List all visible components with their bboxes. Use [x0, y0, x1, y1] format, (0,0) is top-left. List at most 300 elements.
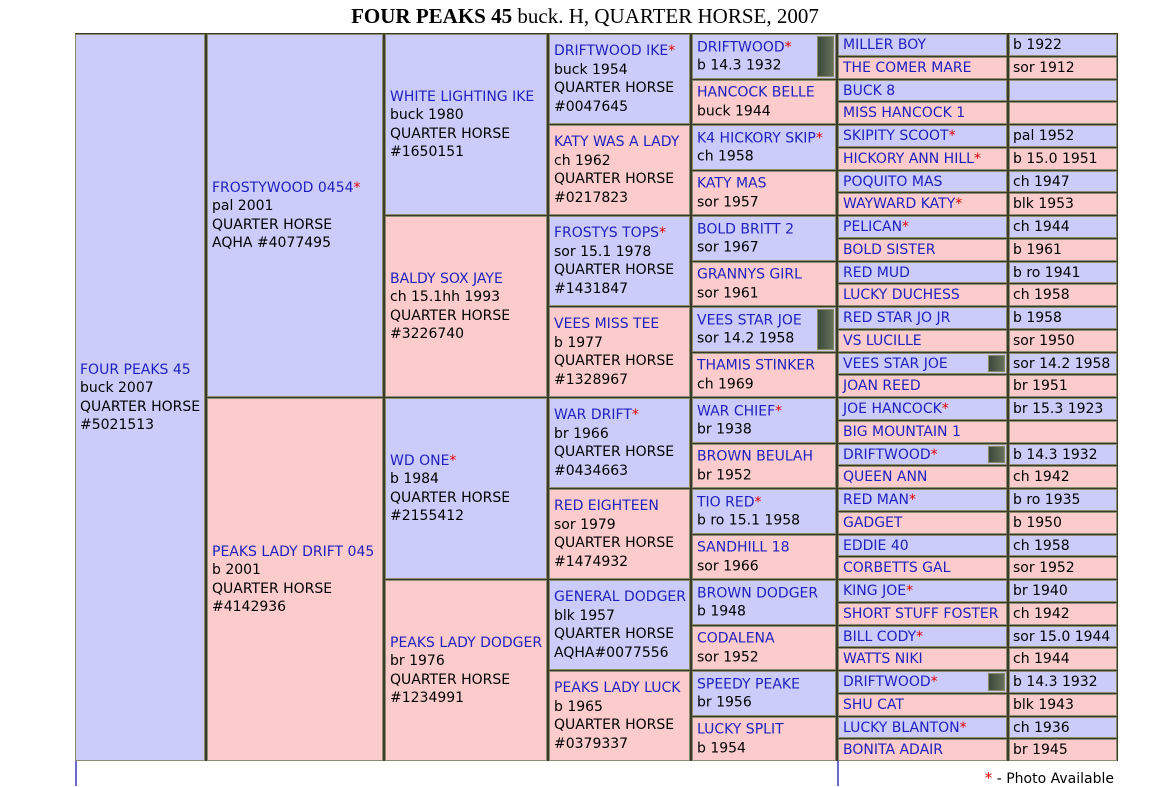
photo-star-icon: * [959, 719, 967, 736]
horse-name-line [843, 423, 1004, 441]
horse-detail: sor 1912 [1013, 59, 1075, 76]
horse-info [843, 332, 1004, 350]
horse-detail: #0434663 [554, 462, 629, 479]
pedigree-cell-miller-boy [838, 34, 1007, 56]
horse-detail: blk 1957 [554, 607, 615, 624]
pedigree-cell-skipity-scoot [838, 125, 1007, 147]
pedigree-cell-poquito-mas [838, 171, 1007, 192]
pedigree-cell-short-stuff-foster [838, 603, 1007, 625]
horse-name-line [697, 38, 833, 57]
horse-info [697, 266, 833, 303]
horse-info [843, 696, 1004, 714]
pedigree-cell-bold-britt-2 [692, 216, 836, 261]
horse-name-line [697, 493, 833, 512]
horse-name-link[interactable]: KATY MAS [697, 175, 767, 192]
pedigree-cell-bold-sister [838, 239, 1007, 261]
footer-divider [75, 761, 77, 786]
horse-name-link[interactable]: PEAKS LADY LUCK [554, 680, 681, 696]
horse-name-line [697, 721, 833, 740]
horse-detail-cell [1009, 648, 1117, 670]
horse-name-link[interactable]: FROSTYS TOPS [554, 225, 660, 241]
horse-detail: br 1976 [390, 653, 445, 669]
horse-info [843, 446, 1004, 464]
pedigree-cell-miss-hancock-1 [838, 102, 1007, 124]
horse-detail: buck 1954 [554, 61, 628, 78]
horse-detail: b ro 1935 [1013, 491, 1081, 508]
horse-name-line [697, 175, 833, 194]
horse-name-line [843, 173, 1004, 191]
horse-description: buck. H, QUARTER HORSE, 2007 [512, 4, 819, 28]
horse-detail: br 1940 [1013, 582, 1068, 599]
horse-detail: b 14.3 1932 [697, 57, 782, 74]
horse-info [697, 584, 833, 621]
horse-name-link[interactable]: JOE HANCOCK [843, 401, 942, 417]
horse-name-line [843, 468, 1004, 486]
horse-name-link[interactable]: SKIPITY SCOOT [843, 128, 949, 144]
horse-info [843, 741, 1004, 759]
horse-info [697, 311, 833, 348]
horse-detail-cell [1009, 171, 1117, 192]
horse-name-link[interactable]: VEES MISS TEE [554, 316, 660, 332]
horse-detail: sor 1979 [554, 516, 616, 533]
horse-name-link[interactable]: BONITA ADAIR [843, 742, 944, 758]
pedigree-cell-vees-star-joe [692, 307, 836, 352]
horse-name-line [697, 675, 833, 694]
horse-detail-cell [1009, 148, 1117, 170]
horse-detail: blk 1953 [1013, 195, 1074, 212]
horse-detail: br 1945 [1013, 741, 1068, 758]
horse-name-link[interactable]: HANCOCK BELLE [697, 84, 815, 101]
horse-name-line [843, 696, 1004, 714]
horse-name-link[interactable]: BROWN BEULAH [697, 448, 814, 465]
photo-star-icon: * [668, 43, 676, 59]
horse-info [212, 543, 380, 617]
horse-name-link[interactable]: KATY WAS A LADY [554, 134, 680, 150]
pedigree-cell-general-dodger [549, 580, 690, 670]
horse-photo-thumbnail[interactable] [988, 446, 1005, 463]
horse-detail: QUARTER HORSE [554, 535, 675, 551]
horse-info [554, 224, 687, 298]
horse-name-link[interactable]: WAYWARD KATY [843, 196, 956, 212]
horse-info [697, 402, 833, 439]
horse-info [697, 175, 833, 212]
horse-detail: AQHA#0077556 [554, 644, 669, 661]
page-title [0, 4, 1170, 29]
horse-name-link[interactable]: PEAKS LADY DODGER [390, 634, 543, 651]
horse-detail-cell [1009, 353, 1117, 374]
horse-name-link[interactable]: WATTS NIKI [843, 651, 923, 667]
horse-detail-cell [1009, 717, 1117, 738]
horse-info [843, 264, 1004, 282]
horse-detail: #1431847 [554, 280, 629, 297]
photo-star-icon: * [784, 39, 792, 55]
horse-detail: AQHA #4077495 [212, 235, 331, 251]
pedigree-cell-the-comer-mare [838, 57, 1007, 79]
horse-photo-thumbnail[interactable] [817, 36, 834, 77]
horse-detail: sor 14.2 1958 [697, 330, 795, 347]
horse-info [843, 195, 1004, 213]
horse-name-link[interactable]: VEES STAR JOE [843, 355, 948, 372]
horse-name-link[interactable]: SHORT STUFF FOSTER [843, 606, 999, 622]
horse-name-line [697, 448, 833, 467]
horse-name-link[interactable]: THAMIS STINKER [697, 357, 815, 374]
horse-detail-cell [1009, 375, 1117, 397]
horse-detail: br 1938 [697, 421, 752, 438]
photo-star-icon: * [948, 128, 956, 144]
horse-detail-cell [1009, 580, 1117, 602]
pedigree-cell-four-peaks-45 [75, 34, 205, 761]
pedigree-cell-lucky-split [692, 717, 836, 761]
pedigree-cell-grannys-girl [692, 262, 836, 306]
horse-detail: #0047645 [554, 98, 629, 115]
horse-name-line [843, 605, 1004, 623]
horse-name-link[interactable]: RED MUD [843, 264, 910, 281]
photo-star-icon: * [916, 628, 924, 645]
horse-name-line [843, 673, 1004, 691]
pedigree-cell-war-drift [549, 398, 690, 488]
horse-detail: b 1954 [697, 740, 746, 756]
horse-photo-thumbnail[interactable] [988, 673, 1005, 691]
horse-name-link[interactable]: JOAN REED [843, 378, 921, 394]
horse-detail-cell [1009, 603, 1117, 625]
horse-detail: ch 1942 [1013, 605, 1070, 622]
horse-detail: QUARTER HORSE [212, 216, 333, 233]
pedigree-cell-codalena [692, 626, 836, 670]
horse-name-line [843, 491, 1004, 509]
horse-name-link[interactable]: PELICAN [843, 219, 903, 235]
horse-name-link[interactable]: LUCKY DUCHESS [843, 287, 960, 303]
horse-name-link[interactable]: BALDY SOX JAYE [390, 270, 503, 287]
pedigree-cell-red-eighteen [549, 489, 690, 579]
horse-detail: #1650151 [390, 144, 465, 160]
photo-star-icon: * [775, 403, 783, 419]
pedigree-cell-tio-red [692, 489, 836, 534]
horse-name-link[interactable]: LUCKY SPLIT [697, 721, 784, 738]
horse-name-line [80, 361, 202, 380]
horse-detail: b 1961 [1013, 241, 1062, 258]
horse-name-link[interactable]: EDDIE 40 [843, 537, 909, 554]
horse-detail: ch 15.1hh 1993 [390, 289, 501, 305]
horse-detail-cell [1009, 444, 1117, 465]
horse-name-link[interactable]: MILLER BOY [843, 37, 926, 53]
horse-info [843, 628, 1004, 646]
horse-detail: #2155412 [390, 508, 465, 524]
horse-detail-cell [1009, 466, 1117, 488]
pedigree-cell-pelican [838, 216, 1007, 238]
photo-star-icon: * [659, 225, 667, 241]
horse-name-link[interactable]: BUCK 8 [843, 82, 896, 99]
horse-name-link[interactable]: WD ONE [390, 452, 450, 469]
horse-name-line [843, 218, 1004, 236]
photo-legend [985, 769, 1114, 787]
horse-info [843, 400, 1004, 418]
horse-detail: ch 1958 [697, 148, 754, 165]
horse-detail: blk 1943 [1013, 696, 1074, 713]
horse-name-link[interactable]: DRIFTWOOD [843, 446, 931, 463]
pedigree-cell-driftwood [838, 444, 1007, 465]
horse-name-line [390, 452, 544, 471]
horse-photo-thumbnail[interactable] [817, 309, 834, 350]
horse-info [843, 355, 1004, 373]
horse-name-link[interactable]: CODALENA [697, 630, 775, 647]
horse-info [843, 559, 1004, 577]
horse-name-link[interactable]: BOLD SISTER [843, 242, 936, 258]
horse-info [554, 588, 687, 662]
pedigree-cell-lucky-duchess [838, 284, 1007, 306]
horse-name-link[interactable]: SANDHILL 18 [697, 539, 790, 556]
horse-detail: b 1965 [554, 698, 603, 715]
horse-info [390, 270, 544, 344]
horse-detail: b 1948 [697, 603, 746, 620]
horse-detail-cell [1009, 330, 1117, 352]
horse-detail: br 1966 [554, 425, 609, 442]
pedigree-cell-driftwood [838, 671, 1007, 693]
pedigree-cell-buck-8 [838, 80, 1007, 101]
horse-name-link[interactable]: KING JOE [843, 583, 907, 599]
pedigree-cell-corbetts-gal [838, 557, 1007, 579]
pedigree-cell-speedy-peake [692, 671, 836, 716]
photo-star-icon: * [353, 179, 361, 196]
pedigree-cell-sandhill-18 [692, 535, 836, 579]
horse-detail: ch 1936 [1013, 719, 1070, 736]
photo-star-icon: * [973, 151, 981, 167]
horse-detail: sor 1967 [697, 239, 759, 256]
horse-name-line [697, 311, 833, 330]
horse-detail-cell [1009, 57, 1117, 79]
horse-info [697, 539, 833, 576]
horse-name-link[interactable]: THE COMER MARE [843, 60, 972, 76]
horse-name-link[interactable]: HICKORY ANN HILL [843, 151, 974, 167]
horse-detail: ch 1942 [1013, 468, 1070, 485]
horse-info [843, 59, 1004, 77]
horse-detail: sor 1957 [697, 194, 759, 210]
pedigree-chart [75, 33, 1118, 761]
pedigree-cell-frostys-tops [549, 216, 690, 306]
horse-name-link[interactable]: LUCKY BLANTON [843, 719, 960, 736]
horse-name-link[interactable]: GADGET [843, 515, 903, 531]
horse-info [843, 650, 1004, 668]
pedigree-cell-katy-was-a-lady [549, 125, 690, 215]
horse-name-line [843, 719, 1004, 737]
pedigree-cell-bonita-adair [838, 739, 1007, 761]
pedigree-cell-bill-cody [838, 626, 1007, 647]
horse-name-line [554, 497, 687, 516]
horse-detail: buck 2007 [80, 380, 154, 396]
horse-name-link[interactable]: TIO RED [697, 494, 755, 510]
pedigree-cell-vees-miss-tee [549, 307, 690, 397]
horse-detail: buck 1980 [390, 107, 464, 123]
horse-detail-cell [1009, 284, 1117, 306]
horse-name-line [843, 559, 1004, 577]
pedigree-cell-joan-reed [838, 375, 1007, 397]
horse-name-link[interactable]: CORBETTS GAL [843, 560, 951, 576]
horse-name-link[interactable]: BROWN DODGER [697, 585, 819, 601]
pedigree-cell-driftwood-ike [549, 34, 690, 124]
horse-detail: sor 15.1 1978 [554, 243, 652, 260]
horse-detail-cell [1009, 102, 1117, 124]
horse-detail: QUARTER HORSE [554, 626, 675, 642]
horse-info [843, 104, 1004, 122]
horse-detail: b 1984 [390, 471, 439, 487]
horse-info [697, 675, 833, 712]
footer-divider [837, 761, 839, 786]
horse-name-link[interactable]: GRANNYS GIRL [697, 266, 802, 283]
horse-info [554, 315, 687, 389]
horse-detail: sor 1961 [697, 285, 759, 301]
pedigree-cell-watts-niki [838, 648, 1007, 670]
footer-row [75, 761, 1118, 786]
horse-detail: br 15.3 1923 [1013, 400, 1104, 417]
photo-star-icon: * [908, 492, 916, 508]
horse-info [843, 491, 1004, 509]
horse-photo-thumbnail[interactable] [988, 355, 1005, 372]
horse-detail-cell [1009, 398, 1117, 420]
photo-star-icon: * [930, 674, 938, 690]
pedigree-cell-peaks-lady-dodger [385, 580, 547, 761]
pedigree-cell-vees-star-joe [838, 353, 1007, 374]
photo-star-icon: * [815, 130, 823, 146]
horse-name-link[interactable]: SHU CAT [843, 697, 904, 713]
horse-detail-cell [1009, 262, 1117, 283]
horse-detail-cell [1009, 193, 1117, 215]
horse-info [697, 357, 833, 394]
horse-name-link[interactable]: SPEEDY PEAKE [697, 676, 800, 692]
horse-name-link[interactable]: DRIFTWOOD IKE [554, 43, 669, 59]
horse-name-link[interactable]: DRIFTWOOD [697, 39, 785, 55]
horse-name-line [843, 741, 1004, 759]
horse-name-line [697, 357, 833, 376]
horse-info [554, 497, 687, 571]
horse-info [390, 88, 544, 162]
pedigree-cell-king-joe [838, 580, 1007, 602]
horse-name-link[interactable]: QUEEN ANN [843, 469, 928, 485]
horse-name-link[interactable]: MISS HANCOCK 1 [843, 105, 966, 121]
photo-star-icon: * [906, 583, 914, 599]
horse-name-line [843, 150, 1004, 168]
pedigree-cell-wd-one [385, 398, 547, 579]
horse-name-line [554, 315, 687, 334]
horse-name-line [843, 332, 1004, 350]
pedigree-cell-lucky-blanton [838, 717, 1007, 738]
horse-info [554, 406, 687, 480]
horse-info [697, 448, 833, 485]
pedigree-cell-brown-beulah [692, 444, 836, 488]
photo-star-icon: * [984, 769, 993, 787]
horse-detail: QUARTER HORSE [390, 489, 511, 506]
horse-name-link[interactable]: GENERAL DODGER [554, 589, 687, 605]
horse-detail-cell [1009, 421, 1117, 443]
horse-name-line [843, 127, 1004, 145]
horse-info [843, 150, 1004, 168]
horse-name-line [843, 286, 1004, 304]
horse-detail: QUARTER HORSE [554, 717, 675, 733]
horse-name-link[interactable]: BIG MOUNTAIN 1 [843, 424, 961, 440]
photo-star-icon: * [941, 401, 949, 417]
pedigree-cell-red-mud [838, 262, 1007, 283]
horse-detail-cell [1009, 216, 1117, 238]
horse-detail-cell [1009, 535, 1117, 556]
horse-name-line [697, 220, 833, 239]
horse-detail-cell [1009, 512, 1117, 534]
pedigree-cell-white-lighting-ike [385, 34, 547, 215]
horse-name-link[interactable]: VEES STAR JOE [697, 312, 802, 328]
horse-name-link[interactable]: K4 HICKORY SKIP [697, 130, 816, 146]
horse-detail: pal 1952 [1013, 127, 1075, 144]
horse-name-link[interactable]: WAR CHIEF [697, 403, 776, 419]
horse-info [843, 468, 1004, 486]
horse-name-line [843, 82, 1004, 100]
horse-detail: b 14.3 1932 [1013, 446, 1098, 463]
horse-info [843, 286, 1004, 304]
horse-name-line [554, 133, 687, 152]
horse-detail: QUARTER HORSE [390, 307, 511, 324]
horse-name-link[interactable]: PEAKS LADY DRIFT 045 [212, 543, 375, 560]
horse-detail: #3226740 [390, 326, 465, 342]
horse-name-line [697, 630, 833, 649]
horse-detail: QUARTER HORSE [554, 80, 675, 96]
pedigree-cell-big-mountain-1 [838, 421, 1007, 443]
horse-info [697, 84, 833, 121]
horse-name-line [843, 104, 1004, 122]
horse-detail: ch 1969 [697, 376, 754, 392]
horse-name-link[interactable]: POQUITO MAS [843, 173, 943, 190]
horse-name-line [697, 584, 833, 603]
horse-detail: #5021513 [80, 417, 155, 433]
horse-detail-cell [1009, 626, 1117, 647]
pedigree-cell-wayward-katy [838, 193, 1007, 215]
horse-name-line [554, 679, 687, 698]
horse-name-line [554, 42, 687, 61]
horse-name-link[interactable]: VS LUCILLE [843, 333, 922, 349]
horse-name-line [212, 179, 380, 198]
horse-name-line [390, 88, 544, 107]
pedigree-cell-hickory-ann-hill [838, 148, 1007, 170]
horse-info [843, 514, 1004, 532]
horse-name-link[interactable]: FROSTYWOOD 0454 [212, 179, 354, 196]
pedigree-cell-peaks-lady-luck [549, 671, 690, 761]
photo-star-icon: * [930, 446, 938, 463]
horse-detail-cell [1009, 694, 1117, 716]
horse-detail: #1328967 [554, 371, 629, 388]
horse-name-line [843, 446, 1004, 464]
horse-name-link[interactable]: BOLD BRITT 2 [697, 221, 795, 237]
horse-name-link[interactable]: RED STAR JO JR [843, 310, 951, 326]
horse-info [843, 423, 1004, 441]
horse-name-line [843, 400, 1004, 418]
pedigree-cell-eddie-40 [838, 535, 1007, 556]
horse-detail: QUARTER HORSE [212, 580, 333, 597]
horse-detail-cell [1009, 34, 1117, 56]
photo-star-icon: * [754, 494, 762, 510]
horse-name-link[interactable]: RED EIGHTEEN [554, 498, 659, 514]
pedigree-cell-queen-ann [838, 466, 1007, 488]
horse-detail: #4142936 [212, 599, 287, 615]
pedigree-cell-thamis-stinker [692, 353, 836, 397]
horse-name-link[interactable]: DRIFTWOOD [843, 674, 931, 690]
horse-name-link[interactable]: BILL CODY [843, 628, 917, 645]
pedigree-cell-katy-mas [692, 171, 836, 215]
horse-info [697, 630, 833, 667]
horse-detail: br 1951 [1013, 377, 1068, 394]
horse-name-line [697, 84, 833, 103]
horse-detail: ch 1962 [554, 152, 611, 169]
horse-name-link[interactable]: WHITE LIGHTING IKE [390, 88, 535, 105]
horse-name-link[interactable]: WAR DRIFT [554, 407, 632, 423]
horse-info [554, 133, 687, 207]
horse-name-link[interactable]: RED MAN [843, 492, 909, 508]
horse-name-link[interactable]: FOUR PEAKS 45 [80, 361, 191, 378]
horse-detail: QUARTER HORSE [554, 262, 675, 278]
